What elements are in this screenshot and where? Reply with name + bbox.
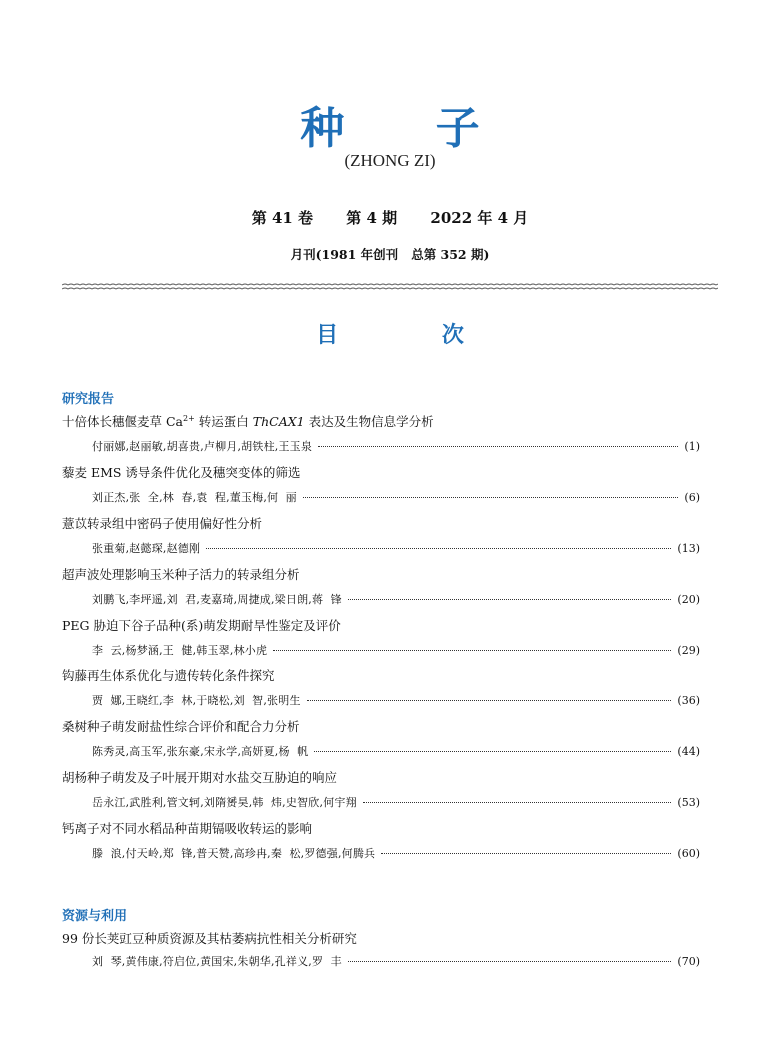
article-authors: 付丽娜,赵丽敏,胡喜贵,卢柳月,胡铁柱,王玉泉	[92, 440, 313, 453]
article-page: (13)	[677, 542, 700, 555]
wavy-divider	[62, 281, 718, 293]
article-page: (20)	[677, 593, 700, 606]
article-page: (44)	[677, 745, 700, 758]
issue-date: 2022 年 4 月	[430, 209, 529, 227]
article-page: (6)	[684, 491, 700, 504]
dot-leader	[348, 599, 672, 600]
article-authors-row	[92, 438, 700, 454]
article-authors: 张重菊,赵懿琛,赵德刚	[92, 542, 201, 555]
dot-leader	[348, 961, 672, 962]
article-authors: 刘鹏飞,李坪遥,刘 君,麦嘉琦,周捷成,梁日朗,蒋 锋	[92, 593, 342, 606]
article-title[interactable]: PEG 胁迫下谷子品种(系)萌发期耐旱性鉴定及评价	[62, 618, 341, 633]
article-page: (60)	[677, 847, 700, 860]
dot-leader	[303, 497, 679, 498]
article-page: (70)	[677, 955, 700, 968]
article-authors-row	[92, 540, 700, 556]
article-authors: 李 云,杨梦涵,王 健,韩玉翠,林小虎	[92, 644, 268, 657]
dot-leader	[363, 802, 672, 803]
section-heading-research: 研究报告	[62, 392, 115, 407]
article-authors: 刘 琴,黄伟康,符启位,黄国宋,朱朝华,孔祥义,罗 丰	[92, 955, 342, 968]
article-title[interactable]: 超声波处理影响玉米种子活力的转录组分析	[62, 567, 300, 582]
dot-leader	[318, 446, 678, 447]
issue-number: 第 4 期	[346, 209, 398, 227]
article-authors: 刘正杰,张 全,林 春,袁 程,董玉梅,何 丽	[92, 491, 297, 504]
article-title[interactable]: 薏苡转录组中密码子使用偏好性分析	[62, 516, 263, 531]
monthly-info: 月刊(1981 年创刊 总第 352 期)	[290, 247, 490, 262]
dot-leader	[314, 751, 671, 752]
article-authors-row	[92, 794, 700, 810]
article-authors: 贾 娜,王晓红,李 林,于晓松,刘 智,张明生	[92, 694, 301, 707]
article-title[interactable]: 桑树种子萌发耐盐性综合评价和配合力分析	[62, 719, 300, 734]
article-page: (29)	[677, 644, 700, 657]
article-authors-row	[92, 642, 700, 658]
article-title[interactable]: 钙离子对不同水稻品种苗期镉吸收转运的影响	[62, 821, 313, 836]
article-authors-row	[92, 953, 700, 969]
journal-pinyin: (ZHONG ZI)	[344, 151, 436, 170]
section-heading-resources: 资源与利用	[62, 909, 128, 924]
article-title[interactable]: 钩藤再生体系优化与遗传转化条件探究	[62, 668, 275, 683]
article-page: (1)	[684, 440, 700, 453]
article-authors-row	[92, 692, 700, 708]
article-title[interactable]: 十倍体长穗偃麦草 $Ca^{2+}$ 转运蛋白 ThCAX1 表达及生物信息学分析	[62, 413, 434, 429]
article-authors: 滕 浪,付天岭,郑 锋,普天赞,高珍冉,秦 松,罗德强,何腾兵	[92, 847, 376, 860]
article-authors: 岳永江,武胜利,管文轲,刘隋赟昊,韩 炜,史智欣,何宇翔	[92, 796, 357, 809]
article-page: (36)	[677, 694, 700, 707]
volume: 第 41 卷	[251, 209, 314, 227]
article-authors: 陈秀灵,高玉军,张东豪,宋永学,高妍夏,杨 帆	[92, 745, 309, 758]
article-authors-row	[92, 845, 700, 861]
article-title[interactable]: 藜麦 EMS 诱导条件优化及穗突变体的筛选	[62, 465, 301, 480]
article-title[interactable]: 胡杨种子萌发及子叶展开期对水盐交互胁迫的响应	[62, 770, 338, 785]
dot-leader	[307, 700, 672, 701]
dot-leader	[273, 650, 671, 651]
dot-leader	[206, 548, 671, 549]
article-authors-row	[92, 591, 700, 607]
article-authors-row	[92, 743, 700, 759]
toc-heading: 目 次	[316, 323, 512, 348]
article-authors-row	[92, 489, 700, 505]
dot-leader	[381, 853, 671, 854]
article-title[interactable]: 99 份长荚豇豆种质资源及其枯萎病抗性相关分析研究	[62, 931, 357, 946]
journal-title: 种 子	[300, 103, 518, 154]
issue-line	[0, 207, 780, 228]
article-page: (53)	[677, 796, 700, 809]
